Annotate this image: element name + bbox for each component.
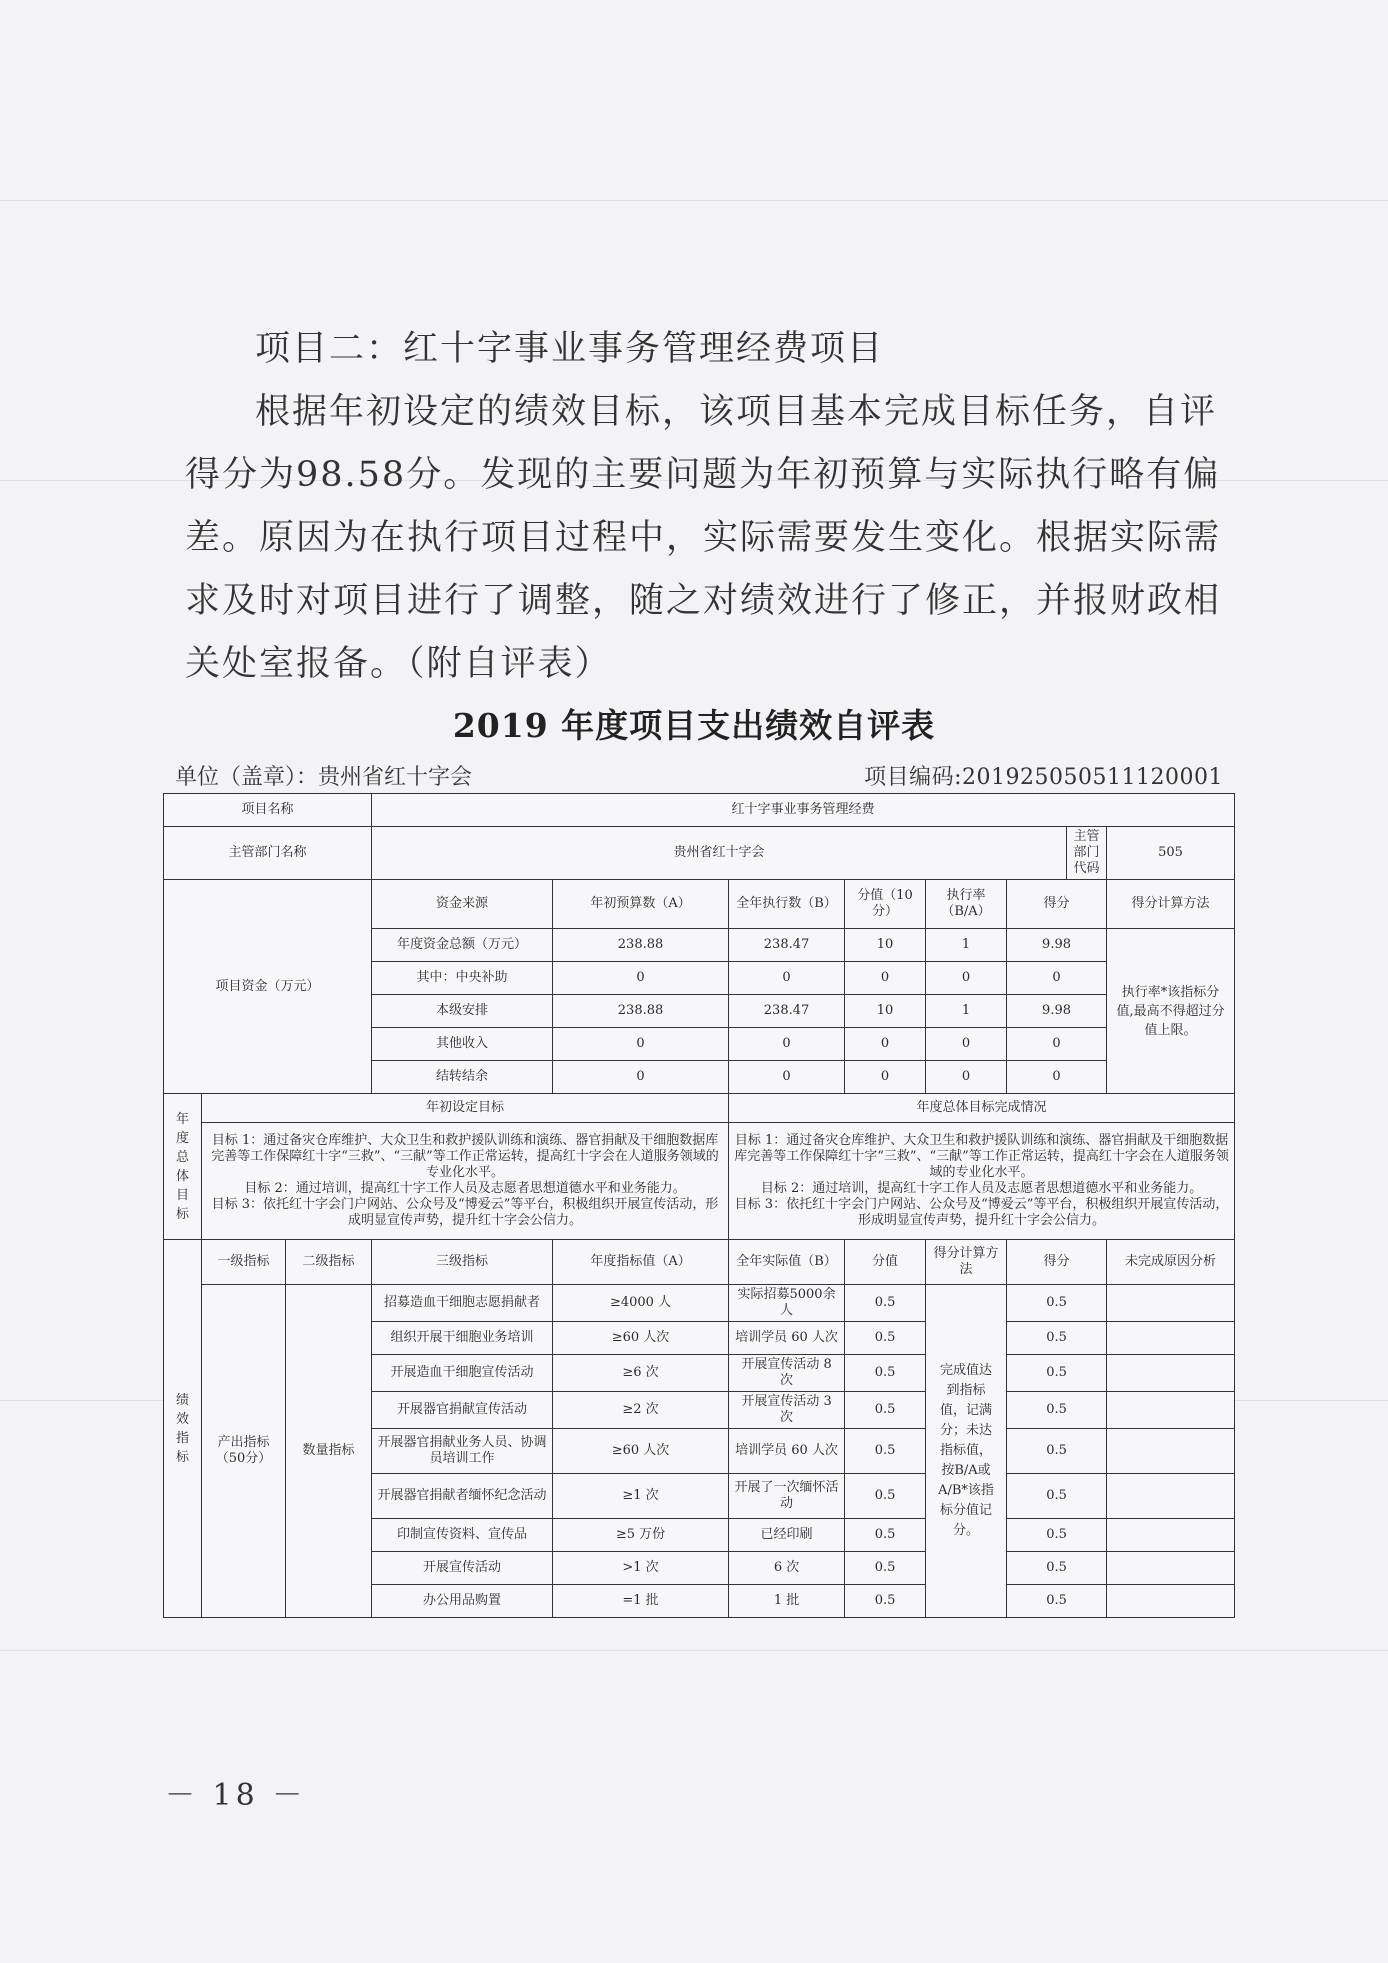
funds-cell: 其他收入: [372, 1028, 553, 1061]
funds-cell: 0: [1007, 1028, 1107, 1061]
ind-reason: [1107, 1552, 1235, 1585]
funds-cell: 年度资金总额（万元）: [372, 929, 553, 962]
project-name-label: 项目名称: [164, 794, 372, 827]
funds-cell: 结转结余: [372, 1061, 553, 1094]
goals-initial-header: 年初设定目标: [202, 1094, 729, 1123]
ind-reason: [1107, 1474, 1235, 1519]
ind-header: 得分: [1007, 1240, 1107, 1285]
goals-completion-text: 目标 1：通过备灾仓库维护、大众卫生和救护援队训练和演练、器官捐献及干细胞数据库完善等工作保障红十字“三救”、“三献”等工作正常运转，提高红十字会在人道服务领域的专业化水平。 目标 2：通过培训，提高红十字工作人员及志愿者思想道德水平和业务能力。 目标 3：依托红十字会门户网站、公众号及“博爱云”等平台，积极组织开展宣传活动，形成明显宣传声势，提升红十字会公信力。: [729, 1123, 1235, 1240]
indicators-section-text: 绩效指标: [175, 1392, 189, 1465]
ind-actual: 开展宣传活动 3 次: [729, 1392, 845, 1429]
funds-cell: 0: [926, 1061, 1007, 1094]
ind-header: 全年实际值（B）: [729, 1240, 845, 1285]
funds-header-budget: 年初预算数（A）: [553, 880, 729, 929]
dept-value: 贵州省红十字会: [372, 827, 1067, 880]
funds-cell: 0: [845, 962, 926, 995]
funds-header-method: 得分计算方法: [1107, 880, 1235, 929]
table-title: 2019 年度项目支出绩效自评表: [452, 706, 936, 745]
section-heading: 项目二：红十字事业事务管理经费项目: [255, 329, 885, 369]
funds-cell: 1: [926, 929, 1007, 962]
funds-cell: 0: [553, 962, 729, 995]
ind-actual: 培训学员 60 人次: [729, 1322, 845, 1355]
funds-cell: 0: [845, 1061, 926, 1094]
ind-reason: [1107, 1355, 1235, 1392]
ind-actual: 1 批: [729, 1585, 845, 1618]
indicators-section-label: [164, 1240, 202, 1618]
ind-weight: 0.5: [845, 1429, 926, 1474]
ind-target: ≥60 人次: [553, 1322, 729, 1355]
ind-header: 一级指标: [202, 1240, 286, 1285]
ind-weight: 0.5: [845, 1585, 926, 1618]
ind-target: =1 批: [553, 1585, 729, 1618]
ind-reason: [1107, 1392, 1235, 1429]
ind-weight: 0.5: [845, 1355, 926, 1392]
goals-section-label: [164, 1094, 202, 1240]
ind-header: 得分计算方法: [926, 1240, 1007, 1285]
ind-header: 年度指标值（A）: [553, 1240, 729, 1285]
ind-actual: 实际招募5000余人: [729, 1285, 845, 1322]
project-name-value: 红十字事业事务管理经费: [372, 794, 1235, 827]
ind-header: 三级指标: [372, 1240, 553, 1285]
funds-cell: 0: [729, 1028, 845, 1061]
funds-cell: 0: [729, 1061, 845, 1094]
ind-name: 开展器官捐献者缅怀纪念活动: [372, 1474, 553, 1519]
ind-reason: [1107, 1585, 1235, 1618]
ind-actual: 开展宣传活动 8 次: [729, 1355, 845, 1392]
ind-target: ≥5 万份: [553, 1519, 729, 1552]
project-code: 项目编码:201925050511120001: [864, 765, 1223, 790]
ind-name: 开展造血干细胞宣传活动: [372, 1355, 553, 1392]
ind-weight: 0.5: [845, 1519, 926, 1552]
funds-cell: 本级安排: [372, 995, 553, 1028]
ind-name: 组织开展干细胞业务培训: [372, 1322, 553, 1355]
level2-indicator: 数量指标: [286, 1285, 372, 1618]
ind-actual: 6 次: [729, 1552, 845, 1585]
funds-cell: 238.47: [729, 995, 845, 1028]
funds-cell: 10: [845, 995, 926, 1028]
funds-cell: 9.98: [1007, 929, 1107, 962]
ind-score: 0.5: [1007, 1474, 1107, 1519]
goals-completion-header: 年度总体目标完成情况: [729, 1094, 1235, 1123]
goals-section-text: 年度总体目标: [175, 1111, 189, 1222]
funds-cell: 1: [926, 995, 1007, 1028]
funds-cell: 238.88: [553, 995, 729, 1028]
ind-name: 开展器官捐献宣传活动: [372, 1392, 553, 1429]
ind-actual: 开展了一次缅怀活动: [729, 1474, 845, 1519]
funds-header-score: 得分: [1007, 880, 1107, 929]
funds-cell: 0: [553, 1028, 729, 1061]
funds-cell: 9.98: [1007, 995, 1107, 1028]
ind-header: 分值: [845, 1240, 926, 1285]
ind-weight: 0.5: [845, 1552, 926, 1585]
ind-target: ≥60 人次: [553, 1429, 729, 1474]
funds-cell: 238.88: [553, 929, 729, 962]
ind-target: ≥2 次: [553, 1392, 729, 1429]
funds-cell: 0: [1007, 1061, 1107, 1094]
ind-reason: [1107, 1519, 1235, 1552]
dept-code-label: 主管部门代码: [1067, 827, 1107, 880]
ind-name: 开展宣传活动: [372, 1552, 553, 1585]
ind-name: 印制宣传资料、宣传品: [372, 1519, 553, 1552]
ind-header: 未完成原因分析: [1107, 1240, 1235, 1285]
page-number: － 18 －: [165, 1778, 307, 1813]
ind-weight: 0.5: [845, 1474, 926, 1519]
ind-reason: [1107, 1285, 1235, 1322]
funds-cell: 0: [729, 962, 845, 995]
ind-score: 0.5: [1007, 1322, 1107, 1355]
ind-target: ≥1 次: [553, 1474, 729, 1519]
self-evaluation-table: [163, 793, 1235, 1618]
unit-label: 单位（盖章）：贵州省红十字会: [175, 765, 473, 790]
ind-score: 0.5: [1007, 1585, 1107, 1618]
funds-cell: 10: [845, 929, 926, 962]
ind-weight: 0.5: [845, 1285, 926, 1322]
funds-method: 执行率*该指标分值,最高不得超过分值上限。: [1107, 929, 1235, 1094]
ind-method: 完成值达到指标值，记满分；未达指标值，按B/A或A/B*该指标分值记分。: [926, 1285, 1007, 1618]
ind-name: 招募造血干细胞志愿捐献者: [372, 1285, 553, 1322]
ind-reason: [1107, 1322, 1235, 1355]
ind-score: 0.5: [1007, 1285, 1107, 1322]
funds-cell: 0: [926, 962, 1007, 995]
ind-header: 二级指标: [286, 1240, 372, 1285]
funds-cell: 0: [1007, 962, 1107, 995]
ind-score: 0.5: [1007, 1392, 1107, 1429]
ind-actual: 培训学员 60 人次: [729, 1429, 845, 1474]
ind-target: ≥6 次: [553, 1355, 729, 1392]
ind-score: 0.5: [1007, 1355, 1107, 1392]
funds-header-rate: 执行率（B/A）: [926, 880, 1007, 929]
funds-cell: 其中：中央补助: [372, 962, 553, 995]
dept-code-value: 505: [1107, 827, 1235, 880]
ind-weight: 0.5: [845, 1392, 926, 1429]
funds-header-executed: 全年执行数（B）: [729, 880, 845, 929]
funds-cell: 0: [845, 1028, 926, 1061]
ind-target: >1 次: [553, 1552, 729, 1585]
funds-cell: 238.47: [729, 929, 845, 962]
body-paragraph: 根据年初设定的绩效目标，该项目基本完成目标任务，自评得分为98.58分。发现的主要问题为年初预算与实际执行略有偏差。原因为在执行项目过程中，实际需要发生变化。根据实际需求及时对项目进行了调整，随之对绩效进行了修正，并报财政相关处室报备。（附自评表）: [185, 392, 1222, 684]
ind-name: 办公用品购置: [372, 1585, 553, 1618]
dept-label: 主管部门名称: [164, 827, 372, 880]
goals-initial-text: 目标 1：通过备灾仓库维护、大众卫生和救护援队训练和演练、器官捐献及干细胞数据库完善等工作保障红十字“三救”、“三献”等工作正常运转，提高红十字会在人道服务领域的专业化水平。 目标 2：通过培训，提高红十字工作人员及志愿者思想道德水平和业务能力。 目标 3：依托红十字会门户网站、公众号及“博爱云”等平台，积极组织开展宣传活动，形成明显宣传声势，提升红十字会公信力。: [202, 1123, 729, 1240]
funds-section-label: 项目资金（万元）: [164, 880, 372, 1094]
ind-name: 开展器官捐献业务人员、协调员培训工作: [372, 1429, 553, 1474]
ind-score: 0.5: [1007, 1552, 1107, 1585]
funds-cell: 0: [926, 1028, 1007, 1061]
ind-score: 0.5: [1007, 1519, 1107, 1552]
funds-header-weight: 分值（10分）: [845, 880, 926, 929]
level1-indicator: 产出指标（50分）: [202, 1285, 286, 1618]
ind-reason: [1107, 1429, 1235, 1474]
ind-actual: 已经印刷: [729, 1519, 845, 1552]
ind-score: 0.5: [1007, 1429, 1107, 1474]
funds-header-source: 资金来源: [372, 880, 553, 929]
ind-target: ≥4000 人: [553, 1285, 729, 1322]
funds-cell: 0: [553, 1061, 729, 1094]
ind-weight: 0.5: [845, 1322, 926, 1355]
body-text: [185, 318, 1225, 696]
